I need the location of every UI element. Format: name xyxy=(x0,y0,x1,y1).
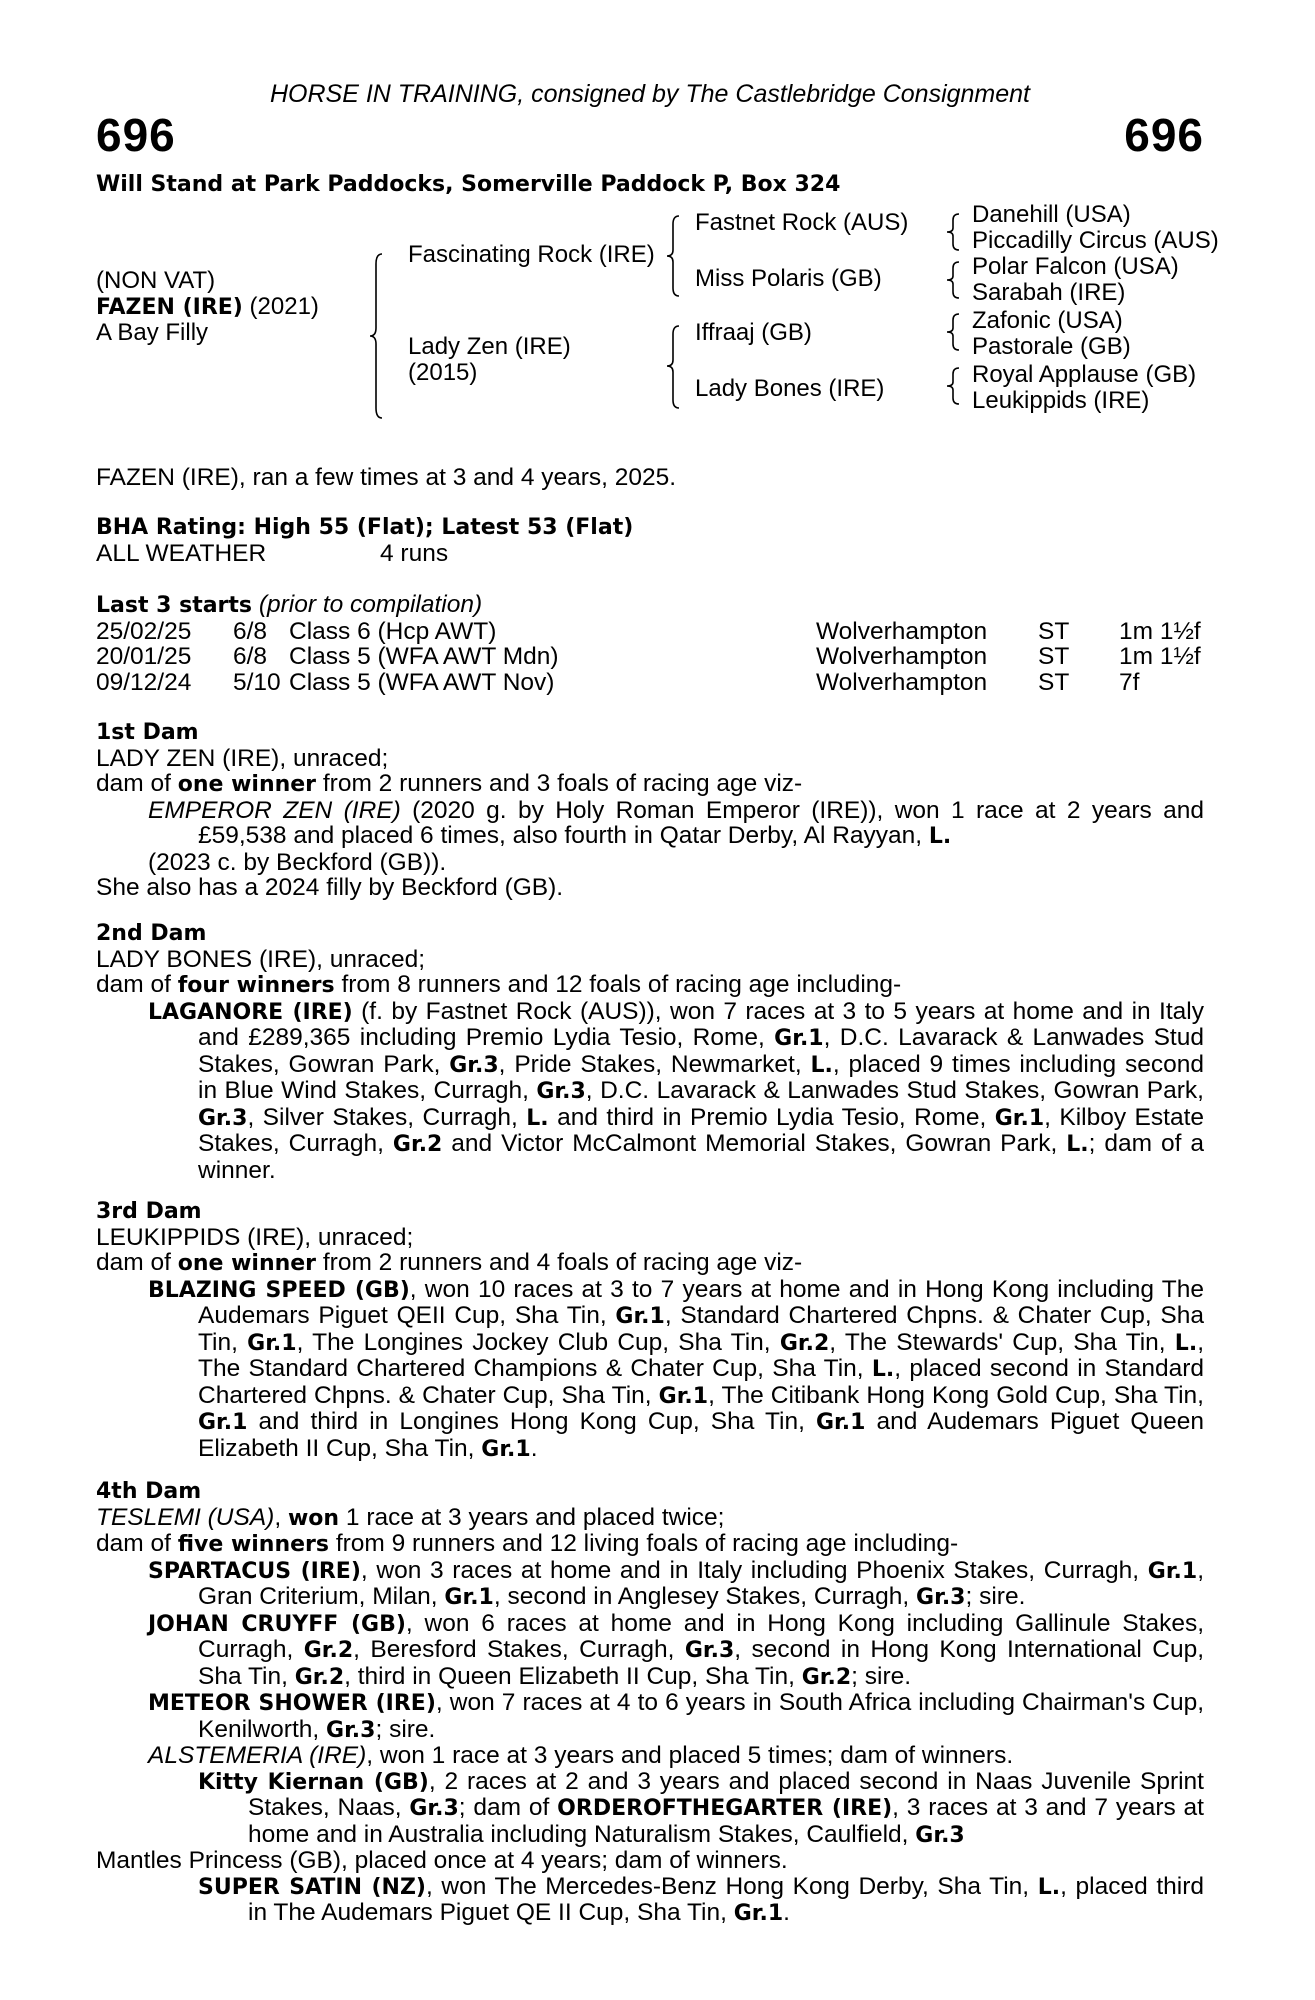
produce-entry xyxy=(96,1558,1204,1611)
grade: Gr.1 xyxy=(481,1436,531,1462)
winner-count: one winner xyxy=(177,1251,317,1276)
produce-entry xyxy=(96,1743,1204,1769)
text: , won The Mercedes-Benz Hong Kong Derby, Sha Tin, xyxy=(425,1872,1038,1900)
produce-name: SPARTACUS (IRE) xyxy=(148,1558,361,1584)
text: ; dam of xyxy=(458,1794,558,1821)
vat-status: (NON VAT) xyxy=(96,267,216,294)
text: . xyxy=(783,1899,790,1926)
lot-number-left: 696 xyxy=(96,109,176,161)
text: , won 1 race at 3 years and placed 5 times; dam of winners. xyxy=(366,1742,1014,1769)
text: dam of xyxy=(96,1249,178,1276)
produce-name: LAGANORE (IRE) xyxy=(148,999,353,1025)
fourth-dam-section xyxy=(96,1479,1204,1927)
last-starts-note: (prior to compilation) xyxy=(258,591,483,618)
start-dist: 1m 1½f xyxy=(1119,617,1201,645)
won-label: won xyxy=(287,1505,340,1531)
surface-row xyxy=(96,541,1204,567)
text: , D.C. Lavarack & Lanwades Stud Stakes, Gowran Park, xyxy=(585,1077,1204,1104)
grade: Gr.3 xyxy=(536,1079,586,1104)
text: dam of xyxy=(96,770,178,797)
produce-name: JOHAN CRUYFF (GB) xyxy=(148,1611,406,1637)
start-race: Class 6 (Hcp AWT) xyxy=(289,617,497,645)
first-dam-note: She also has a 2024 filly by Beckford (GB). xyxy=(96,874,564,901)
fourth-dam-produce xyxy=(96,1531,1204,1558)
start-going: ST xyxy=(1038,643,1070,670)
start-date: 20/01/25 xyxy=(96,643,192,670)
grade: Gr.2 xyxy=(779,1330,830,1356)
dam-sire: Iffraaj (GB) xyxy=(695,319,812,346)
second-dam-title: 2nd Dam xyxy=(96,921,207,946)
text: , 3 races at 3 and 7 years at home and in Australia including Naturalism Stakes, Caulfield, xyxy=(248,1794,1204,1848)
grade: Gr.3 xyxy=(409,1796,459,1821)
last-starts-heading xyxy=(96,592,1204,619)
race-summary: FAZEN (IRE), ran a few times at 3 and 4 years, 2025. xyxy=(96,464,677,491)
surface-label: ALL WEATHER xyxy=(96,539,267,567)
pedigree-table xyxy=(96,201,1226,420)
first-dam-section xyxy=(96,720,1204,901)
dam-dam: Lady Bones (IRE) xyxy=(695,375,885,402)
produce-name: BLAZING SPEED (GB) xyxy=(148,1277,410,1303)
text: from 2 runners and 4 foals of racing age viz- xyxy=(316,1249,803,1276)
start-course: Wolverhampton xyxy=(816,668,988,696)
grade: Gr.3 xyxy=(684,1638,735,1663)
text: , placed third in The Audemars Piguet QE II Cup, Sha Tin, xyxy=(248,1872,1204,1926)
text: , The Longines Jockey Club Cup, Sha Tin, xyxy=(296,1328,780,1356)
surface-runs: 4 runs xyxy=(380,539,449,567)
last-starts-title: Last 3 starts xyxy=(96,593,253,618)
text: , Kilboy Estate Stakes, Curragh, xyxy=(198,1103,1204,1157)
sire-sire: Fastnet Rock (AUS) xyxy=(695,209,909,236)
grade: Gr.3 xyxy=(326,1717,376,1743)
produce-entry xyxy=(96,999,1204,1184)
produce-entry xyxy=(96,1690,1204,1743)
first-dam-title: 1st Dam xyxy=(96,720,199,745)
grade: L. xyxy=(1066,1132,1089,1157)
horse-year: (2021) xyxy=(249,293,319,320)
text: , The Standard Chartered Champions & Chater Cup, Sha Tin, xyxy=(198,1328,1204,1382)
dd-sire: Royal Applause (GB) xyxy=(972,361,1197,388)
sd-sire: Polar Falcon (USA) xyxy=(972,253,1179,280)
grade: Gr.3 xyxy=(916,1585,966,1610)
produce-entry xyxy=(96,798,1204,850)
sire: Fascinating Rock (IRE) xyxy=(408,241,655,268)
text: ; dam of a winner. xyxy=(198,1130,1205,1184)
ds-sire: Zafonic (USA) xyxy=(972,307,1123,334)
ss-sire: Danehill (USA) xyxy=(972,201,1131,228)
grade: Gr.1 xyxy=(247,1330,297,1356)
start-going: ST xyxy=(1038,668,1070,696)
start-course: Wolverhampton xyxy=(816,643,988,670)
produce-entry xyxy=(96,1277,1204,1463)
produce-entry: (2023 c. by Beckford (GB)). xyxy=(148,848,447,876)
grade: Gr.1 xyxy=(774,1026,824,1051)
text: from 8 runners and 12 foals of racing age including- xyxy=(334,971,902,998)
start-pos: 6/8 xyxy=(233,617,268,645)
grade: Gr.1 xyxy=(815,1410,866,1435)
grade: L. xyxy=(928,824,952,849)
grade: L. xyxy=(526,1105,549,1131)
fourth-dam-line xyxy=(96,1505,1204,1532)
text: from 2 runners and 3 foals of racing age viz- xyxy=(316,770,803,797)
text: ; sire. xyxy=(965,1583,1026,1610)
produce-name: ORDEROFTHEGARTER (IRE) xyxy=(557,1796,893,1821)
start-race: Class 5 (WFA AWT Mdn) xyxy=(289,643,559,670)
text: , The Citibank Hong Kong Gold Cup, Sha Tin, xyxy=(708,1381,1204,1409)
grade: Gr.3 xyxy=(915,1822,965,1848)
text: (f. by Fastnet Rock (AUS)), won 7 races at 3 to 5 years at home and in Italy and £289,365 including Premio Lydia Tesio, Rome, xyxy=(198,997,1204,1051)
third-dam-section xyxy=(96,1199,1204,1462)
second-dam-line: LADY BONES (IRE), unraced; xyxy=(96,945,426,973)
last-starts-section xyxy=(96,592,1204,697)
grade: Gr.3 xyxy=(198,1105,248,1131)
text: , 2 races at 2 and 3 years and placed second in Naas Juvenile Sprint Stakes, Naas, xyxy=(248,1767,1204,1821)
grade: Gr.1 xyxy=(444,1585,494,1610)
grade: Gr.1 xyxy=(198,1410,248,1435)
grandproduce-entry xyxy=(96,1769,1204,1849)
sire-dam: Miss Polaris (GB) xyxy=(695,265,882,292)
start-course: Wolverhampton xyxy=(816,617,988,645)
grade: Gr.1 xyxy=(658,1383,709,1409)
text: (2020 g. by Holy Roman Emperor (IRE)), won 1 race at 2 years and £59,538 and placed 6 times, also fourth in Qatar Derby, Al Rayyan, xyxy=(198,796,1204,849)
stand-location: Will Stand at Park Paddocks, Somerville Paddock P, Box 324 xyxy=(96,172,841,197)
start-dist: 7f xyxy=(1119,668,1140,696)
grade: Gr.1 xyxy=(615,1304,665,1329)
horse-name-line xyxy=(96,294,319,321)
second-dam-section xyxy=(96,921,1204,1183)
starts-table xyxy=(96,619,1204,697)
second-dam-produce xyxy=(96,972,1204,999)
start-race: Class 5 (WFA AWT Nov) xyxy=(289,668,555,696)
produce-name: EMPEROR ZEN (IRE) xyxy=(148,796,401,824)
text: , won 3 races at home and in Italy including Phoenix Stakes, Curragh, xyxy=(360,1556,1148,1584)
text: , Pride Stakes, Newmarket, xyxy=(498,1050,811,1078)
first-dam-line: LADY ZEN (IRE), unraced; xyxy=(96,744,389,772)
text: , third in Queen Elizabeth II Cup, Sha Tin, xyxy=(344,1662,802,1690)
grandproduce-entry xyxy=(96,1874,1204,1927)
text: , The Stewards' Cup, Sha Tin, xyxy=(829,1328,1175,1356)
grade: Gr.3 xyxy=(449,1052,499,1078)
start-date: 09/12/24 xyxy=(96,668,192,696)
text: , won 6 races at home and in Hong Kong including Gallinule Stakes, Curragh, xyxy=(198,1609,1204,1663)
text: dam of xyxy=(96,1530,178,1557)
bha-rating: BHA Rating: High 55 (Flat); Latest 53 (Flat) xyxy=(96,515,634,540)
third-dam-title: 3rd Dam xyxy=(96,1199,202,1224)
grade: L. xyxy=(1037,1874,1061,1900)
text: , Gran Criterium, Milan, xyxy=(198,1556,1205,1610)
winner-count: four winners xyxy=(177,973,335,998)
start-dist: 1m 1½f xyxy=(1119,643,1201,670)
text: , won 10 races at 3 to 7 years at home and in Hong Kong including The Audemars Piguet QEII Cup, Sha Tin, xyxy=(198,1275,1204,1329)
text: , Silver Stakes, Curragh, xyxy=(247,1103,527,1131)
text: and Audemars Piguet Queen Elizabeth II Cup, Sha Tin, xyxy=(198,1408,1204,1462)
text: , Beresford Stakes, Curragh, xyxy=(353,1636,685,1663)
dam-name: TESLEMI (USA) xyxy=(96,1503,275,1531)
text: , Standard Chartered Chpns. & Chater Cup, Sha Tin, xyxy=(198,1302,1205,1356)
text: 1 race at 3 years and placed twice; xyxy=(339,1503,725,1531)
grade: L. xyxy=(1174,1330,1198,1356)
produce-name: METEOR SHOWER (IRE) xyxy=(148,1691,436,1716)
produce-name: Kitty Kiernan (GB) xyxy=(198,1769,429,1795)
grade: Gr.1 xyxy=(1147,1558,1198,1584)
winner-count: one winner xyxy=(177,772,317,797)
fourth-dam-title: 4th Dam xyxy=(96,1479,202,1504)
horse-name: FAZEN (IRE) xyxy=(96,295,243,320)
grade: Gr.2 xyxy=(303,1638,354,1663)
sd-dam: Sarabah (IRE) xyxy=(972,279,1126,306)
grade: L. xyxy=(871,1357,895,1382)
start-pos: 6/8 xyxy=(233,643,268,670)
winner-count: five winners xyxy=(177,1532,330,1557)
grade: Gr.2 xyxy=(801,1664,852,1690)
grade: Gr.2 xyxy=(392,1132,443,1157)
text: from 9 runners and 12 living foals of racing age including- xyxy=(329,1530,959,1557)
produce-name: SUPER SATIN (NZ) xyxy=(198,1874,426,1900)
grade: Gr.1 xyxy=(733,1901,784,1926)
consignor-heading: HORSE IN TRAINING, consigned by The Castlebridge Consignment xyxy=(269,80,1031,108)
horse-description: A Bay Filly xyxy=(96,319,209,346)
text: , placed 9 times including second in Blue Wind Stakes, Curragh, xyxy=(198,1050,1204,1104)
text: . xyxy=(530,1434,538,1462)
text: , won 7 races at 4 to 6 years in South Africa including Chairman's Cup, Kenilworth, xyxy=(198,1689,1205,1743)
text: and third in Longines Hong Kong Cup, Sha Tin, xyxy=(247,1408,816,1435)
dd-dam: Leukippids (IRE) xyxy=(972,387,1150,414)
text: , second in Anglesey Stakes, Curragh, xyxy=(493,1583,917,1610)
rating-section xyxy=(96,515,1204,567)
dam-year: (2015) xyxy=(408,359,478,386)
grade: Gr.1 xyxy=(994,1105,1045,1131)
text: and third in Premio Lydia Tesio, Rome, xyxy=(548,1103,995,1131)
grade: Gr.2 xyxy=(294,1664,345,1690)
text: , D.C. Lavarack & Lanwades Stud Stakes, Gowran Park, xyxy=(198,1024,1204,1078)
text: , second in Hong Kong International Cup, Sha Tin, xyxy=(198,1636,1204,1690)
start-pos: 5/10 xyxy=(233,668,281,696)
text: and Victor McCalmont Memorial Stakes, Gowran Park, xyxy=(442,1130,1067,1157)
produce-entry xyxy=(96,1611,1204,1691)
first-dam-produce xyxy=(96,771,1204,798)
ss-dam: Piccadilly Circus (AUS) xyxy=(972,227,1219,254)
start-going: ST xyxy=(1038,617,1070,645)
text: , placed second in Standard Chartered Chpns. & Chater Cup, Sha Tin, xyxy=(198,1355,1204,1409)
ds-dam: Pastorale (GB) xyxy=(972,333,1131,360)
third-dam-produce xyxy=(96,1250,1204,1277)
dam: Lady Zen (IRE) xyxy=(408,333,571,360)
text: ; sire. xyxy=(851,1662,912,1690)
produce-entry: Mantles Princess (GB), placed once at 4 years; dam of winners. xyxy=(96,1847,788,1874)
text: , xyxy=(274,1503,288,1531)
produce-name: ALSTEMERIA (IRE) xyxy=(148,1742,367,1769)
start-date: 25/02/25 xyxy=(96,617,192,645)
text: ; sire. xyxy=(375,1715,436,1743)
text: dam of xyxy=(96,971,178,998)
grade: L. xyxy=(810,1052,833,1078)
third-dam-line: LEUKIPPIDS (IRE), unraced; xyxy=(96,1223,414,1251)
lot-number-right: 696 xyxy=(1124,109,1204,161)
